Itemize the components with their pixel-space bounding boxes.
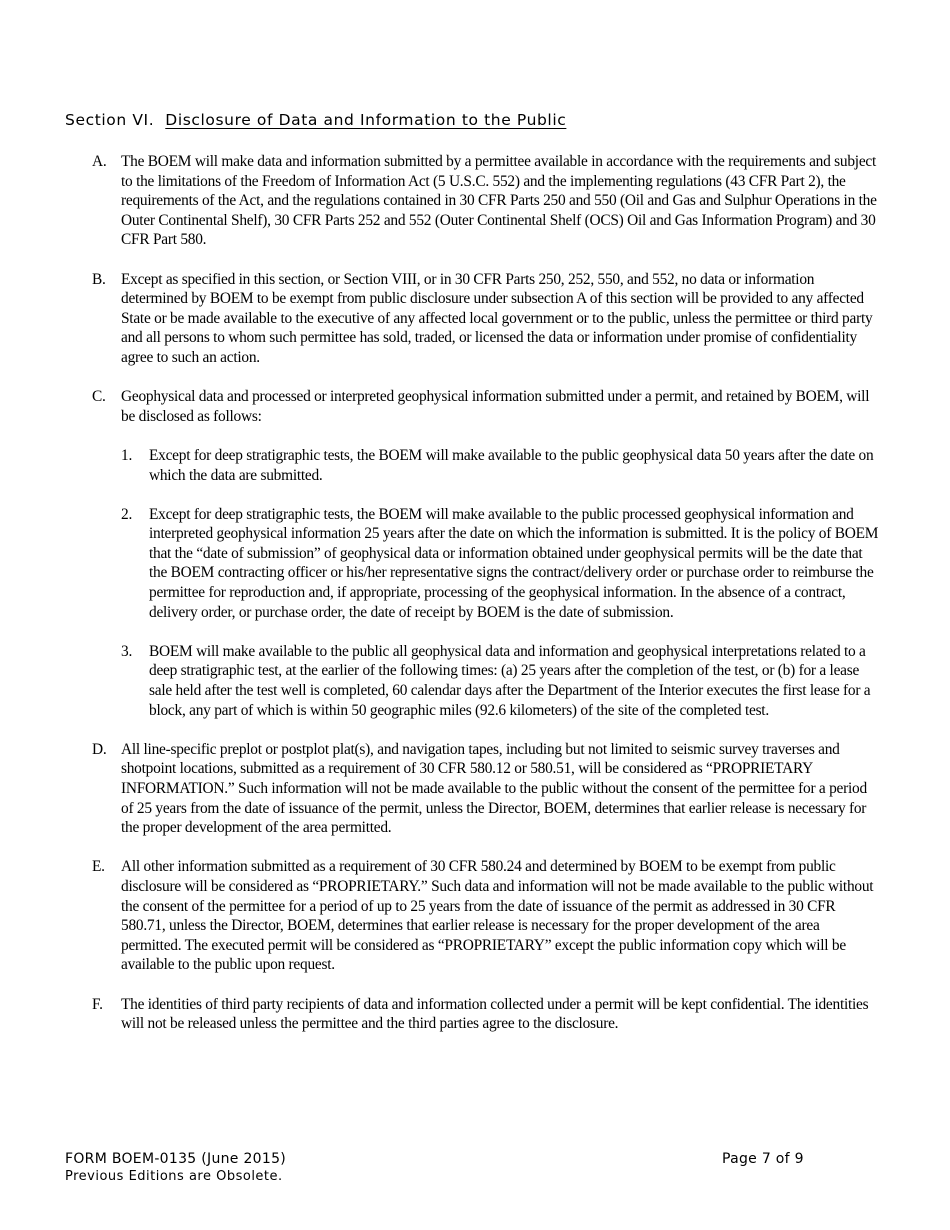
subparagraph-c1: [121, 446, 882, 485]
paragraph-marker: F.: [92, 995, 103, 1013]
subparagraph-marker: 2.: [121, 505, 133, 523]
paragraph-text: All line-specific preplot or postplot plat(s), and navigation tapes, including but not limited to seismic survey traverses and shotpoint locations, submitted as a requirement of 30 CFR 580.12 or 580.51, will be considered as “PROPRIETARY INFORMATION.” Such information will not be made available to the public without the consent of the permittee for a period of 25 years from the date of issuance of the permit, unless the Director, BOEM, determines that earlier release is necessary for the proper development of the area permitted.: [121, 740, 867, 837]
paragraph-marker: D.: [92, 740, 107, 758]
paragraph-marker: C.: [92, 388, 106, 406]
subparagraph-marker: 3.: [121, 642, 133, 660]
paragraph-marker: A.: [92, 153, 107, 170]
subparagraph-text: Except for deep stratigraphic tests, the BOEM will make available to the public geophysical data 50 years after the date on which the data are submitted.: [149, 446, 874, 484]
paragraph-a: [92, 152, 882, 250]
paragraph-c-sublist: [121, 446, 882, 720]
paragraph-c: [92, 387, 882, 720]
editions-note: Previous Editions are Obsolete.: [65, 1169, 283, 1184]
section-number: Section VI.: [65, 111, 155, 129]
paragraph-marker: E.: [92, 858, 105, 876]
paragraph-f: [92, 995, 882, 1034]
paragraph-text: The identities of third party recipients of data and information collected under a permit will be kept confidential. The identities will not be released unless the permittee and the third parties agree to the disclosure.: [121, 995, 869, 1033]
section-body: [92, 152, 882, 1053]
section-heading: [65, 111, 566, 129]
form-id: FORM BOEM-0135 (June 2015): [65, 1151, 287, 1167]
subparagraph-c3: [121, 642, 882, 720]
page-number: Page 7 of 9: [722, 1151, 804, 1167]
paragraph-d: [92, 740, 882, 838]
subparagraph-c2: [121, 505, 882, 623]
paragraph-marker: B.: [92, 270, 106, 288]
paragraph-b: [92, 270, 882, 368]
footer-form-info: [65, 1150, 286, 1186]
paragraph-text: Geophysical data and processed or interpreted geophysical information submitted under a permit, and retained by BOEM, will be disclosed as follows:: [121, 388, 870, 425]
paragraph-text: The BOEM will make data and information submitted by a permittee available in accordance with the requirements and subject to the limitations of the Freedom of Information Act (5 U.S.C. 552) and the implementing regulations (43 CFR Part 2), the requirements of the Act, and the regulations contained in 30 CFR Parts 250 and 550 (Oil and Gas and Sulphur Operations in the Outer Continental Shelf), 30 CFR Parts 252 and 552 (Outer Continental Shelf (OCS) Oil and Gas Information Program) and 30 CFR Part 580.: [121, 153, 877, 249]
section-title: Disclosure of Data and Information to the Public: [165, 111, 567, 129]
subparagraph-marker: 1.: [121, 446, 133, 464]
subparagraph-text: BOEM will make available to the public all geophysical data and information and geophysical interpretations related to a deep stratigraphic test, at the earlier of the following times: (a) 25 years after the completion of the test, or (b) for a lease sale held after the test well is completed, 60 calendar days after the Department of the Interior executes the first lease for a block, any part of which is within 50 geographic miles (92.6 kilometers) of the site of the completed test.: [149, 642, 871, 719]
paragraph-text: All other information submitted as a requirement of 30 CFR 580.24 and determined by BOEM to be exempt from public disclosure will be considered as “PROPRIETARY.” Such data and information will not be made available to the public without the consent of the permittee for a period of up to 25 years from the date of issuance of the permit as addressed in 30 CFR 580.71, unless the Director, BOEM, determines that earlier release is necessary for the proper development of the area permitted. The executed permit will be considered as “PROPRIETARY” except the public information copy which will be available to the public upon request.: [121, 858, 874, 974]
paragraph-text: Except as specified in this section, or Section VIII, or in 30 CFR Parts 250, 252, 550, and 552, no data or information determined by BOEM to be exempt from public disclosure under subsection A of this section will be provided to any affected State or be made available to the executive of any affected local government or to the public, unless the permittee or third party and all persons to whom such permittee has sold, traded, or licensed the data or information under promise of confidentiality agree to such an action.: [121, 270, 873, 366]
subparagraph-text: Except for deep stratigraphic tests, the BOEM will make available to the public processed geophysical information and interpreted geophysical information 25 years after the date on which the information is submitted. It is the policy of BOEM that the “date of submission” of geophysical data or information obtained under geophysical permits will be the date that the BOEM contracting officer or his/her representative signs the contract/delivery order or purchase order to reimburse the permittee for reproduction and, if appropriate, processing of the geophysical information. In the absence of a contract, delivery order, or purchase order, the date of receipt by BOEM is the date of submission.: [149, 505, 879, 621]
paragraph-e: [92, 857, 882, 975]
